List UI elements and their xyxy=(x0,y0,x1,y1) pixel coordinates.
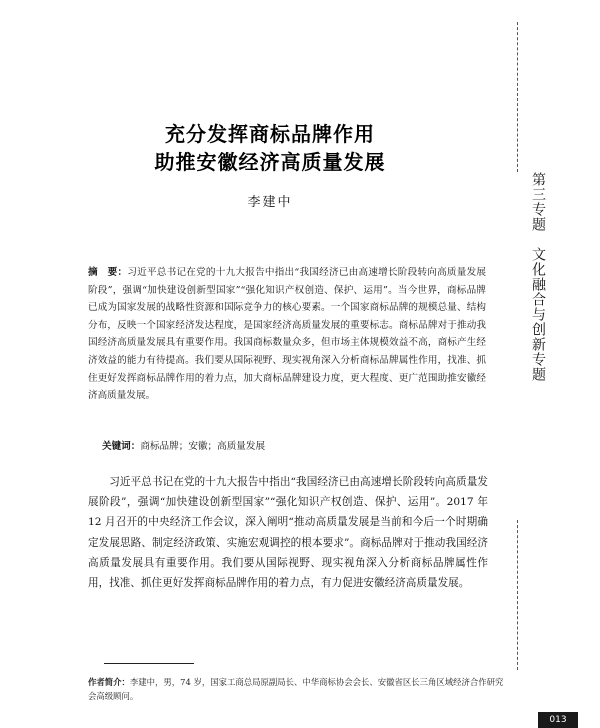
side-divider-top xyxy=(517,22,518,172)
abstract-label: 摘 要： xyxy=(88,267,128,278)
footnote xyxy=(88,675,508,703)
body-paragraph: 习近平总书记在党的十九大报告中指出“我国经济已由高速增长阶段转向高质量发展阶段”，强调“加快建设创新型国家”“强化知识产权创造、保护、运用”。2017 年 12 月召开的中央经济工作会议，深入阐明“推动高质量发展是当前和今后一个时期确定发展思路、制定经济政策、实施宏观调控的根本要求”。商标品牌对于推动我国经济高质量发展具有重要作用。我们要从国际视野、现实视角深入分析商标品牌属性作用，找准、抓住更好发挥商标品牌作用的着力点，有力促进安徽经济高质量发展。 xyxy=(88,476,488,590)
page-number: 013 xyxy=(538,712,578,728)
footnote-label: 作者简介： xyxy=(88,677,130,687)
keywords-text: 商标品牌；安徽；高质量发展 xyxy=(140,441,266,452)
article-author: 李建中 xyxy=(247,195,293,210)
article-title-line1: 充分发挥商标品牌作用 xyxy=(165,122,375,146)
side-divider-bottom xyxy=(517,520,518,670)
keywords-label: 关键词： xyxy=(102,441,141,452)
footnote-text: 李建中，男，74 岁，国家工商总局原副局长、中华商标协会会长、安徽省区长三角区域经济合作研究会高级顾问。 xyxy=(88,677,504,701)
article-title-line2: 助推安徽经济高质量发展 xyxy=(154,150,386,174)
abstract-text: 习近平总书记在党的十九大报告中指出“我国经济已由高速增长阶段转向高质量发展阶段”，强调“加快建设创新型国家”“强化知识产权创造、保护、运用”。当今世界，商标品牌已成为国家发展的战略性资源和国际竞争力的核心要素。一个国家商标品牌的规模总量、结构分布，反映一个国家经济发达程度，是国家经济高质量发展的重要标志。商标品牌对于推动我国经济高质量发展具有重要作用。我国商标数量众多，但市场主体规模效益不高，商标产生经济效益的能力有待提高。我们要从国际视野、现实视角深入分析商标品牌属性作用，找准、抓住更好发挥商标品牌作用的着力点，加大商标品牌建设力度，更大程度、更广范围助推安徽经济高质量发展。 xyxy=(88,267,487,402)
abstract xyxy=(88,264,486,405)
keywords xyxy=(102,438,486,455)
section-side-label: 第三专题 文化融合与创新专题 xyxy=(530,172,546,382)
footnote-rule xyxy=(104,663,194,664)
